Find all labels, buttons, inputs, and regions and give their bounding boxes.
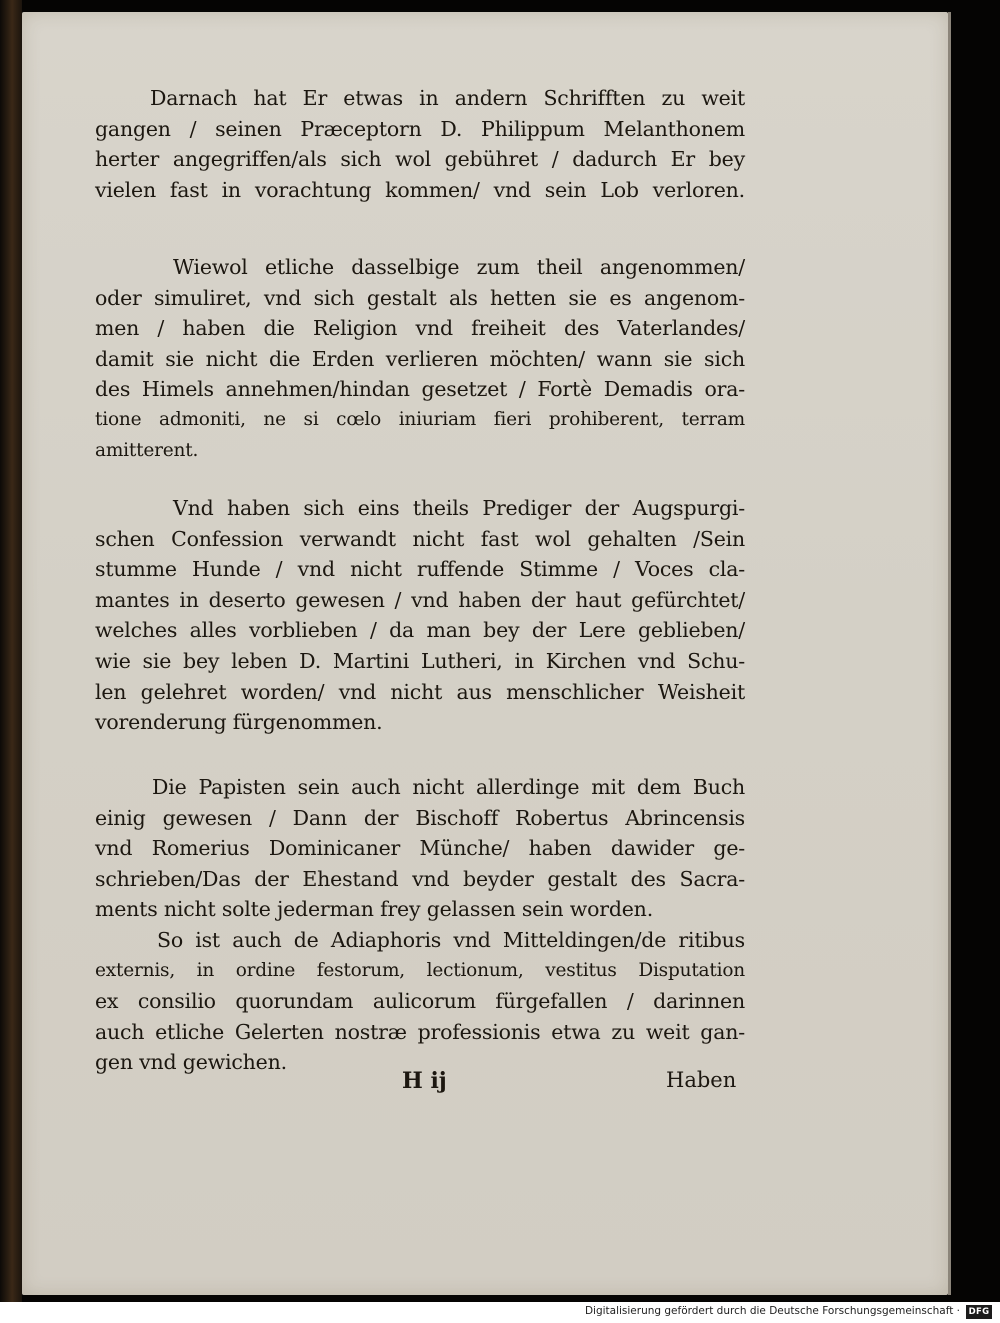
text-line: herter angegriffen/als sich wol gebühret / dadurch Er bey: [95, 147, 745, 172]
book-spine: [0, 0, 22, 1302]
text-line: Die Papisten sein auch nicht allerdinge mit dem Buch: [152, 775, 745, 799]
text-line: tione admoniti, ne si cœlo iniuriam fieri prohiberent, terram: [95, 408, 745, 430]
paragraph-3: [95, 493, 745, 738]
catchword: Haben: [666, 1068, 737, 1092]
funding-credit: Digitalisierung gefördert durch die Deutsche Forschungsgemeinschaft ·: [584, 1305, 960, 1317]
text-line: len gelehret worden/ vnd nicht aus menschlicher Weisheit: [95, 679, 745, 704]
paragraph-5: [95, 925, 745, 1078]
text-line: welches alles vorblieben / da man bey der Lere geblieben/: [95, 618, 745, 643]
text-line: auch etliche Gelerten nostræ professionis etwa zu weit gan-: [95, 1019, 745, 1044]
paragraph-4: [95, 772, 745, 925]
text-line: men / haben die Religion vnd freiheit des Vaterlandes/: [95, 316, 745, 341]
text-line: schen Confession verwandt nicht fast wol gehalten /Sein: [95, 526, 745, 551]
text-line: So ist auch de Adiaphoris vnd Mitteldingen/de ritibus: [157, 928, 745, 952]
text-line: mantes in deserto gewesen / vnd haben der haut gefürchtet/: [95, 587, 745, 612]
paragraph-2: [95, 252, 745, 466]
text-line: Vnd haben sich eins theils Prediger der Augspurgi-: [173, 496, 745, 520]
text-line: stumme Hunde / vnd nicht ruffende Stimme / Voces cla-: [95, 557, 745, 582]
signature-mark: H ij: [402, 1068, 447, 1094]
text-line: amitterent.: [95, 439, 199, 461]
text-line: Darnach hat Er etwas in andern Schrifften zu weit: [150, 86, 745, 110]
dfg-logo-icon: DFG: [966, 1305, 992, 1319]
text-line: ments nicht solte jederman frey gelassen sein worden.: [95, 897, 654, 922]
text-line: vnd Romerius Dominicaner Münche/ haben dawider ge-: [95, 836, 745, 861]
text-line: gen vnd gewichen.: [95, 1050, 287, 1075]
text-line: schrieben/Das der Ehestand vnd beyder gestalt des Sacra-: [95, 866, 745, 891]
text-line: des Himels annehmen/hindan gesetzet / Fortè Demadis ora-: [95, 377, 745, 402]
text-line: ex consilio quorundam aulicorum fürgefallen / darinnen: [95, 989, 745, 1014]
text-line: Wiewol etliche dasselbige zum theil angenommen/: [173, 255, 745, 279]
text-line: vorenderung fürgenommen.: [95, 710, 383, 735]
text-line: damit sie nicht die Erden verlieren möchten/ wann sie sich: [95, 346, 745, 371]
page-edge: [948, 12, 951, 1295]
text-line: oder simuliret, vnd sich gestalt als hetten sie es angenom-: [95, 285, 745, 310]
text-line: externis, in ordine festorum, lectionum, vestitus Disputation: [95, 959, 745, 981]
text-line: wie sie bey leben D. Martini Lutheri, in Kirchen vnd Schu-: [95, 648, 745, 673]
paragraph-1: [95, 83, 745, 205]
text-line: einig gewesen / Dann der Bischoff Robertus Abrincensis: [95, 805, 745, 830]
text-line: gangen / seinen Præceptorn D. Philippum Melanthonem: [95, 116, 745, 141]
text-line: vielen fast in vorachtung kommen/ vnd sein Lob verloren.: [95, 177, 745, 202]
